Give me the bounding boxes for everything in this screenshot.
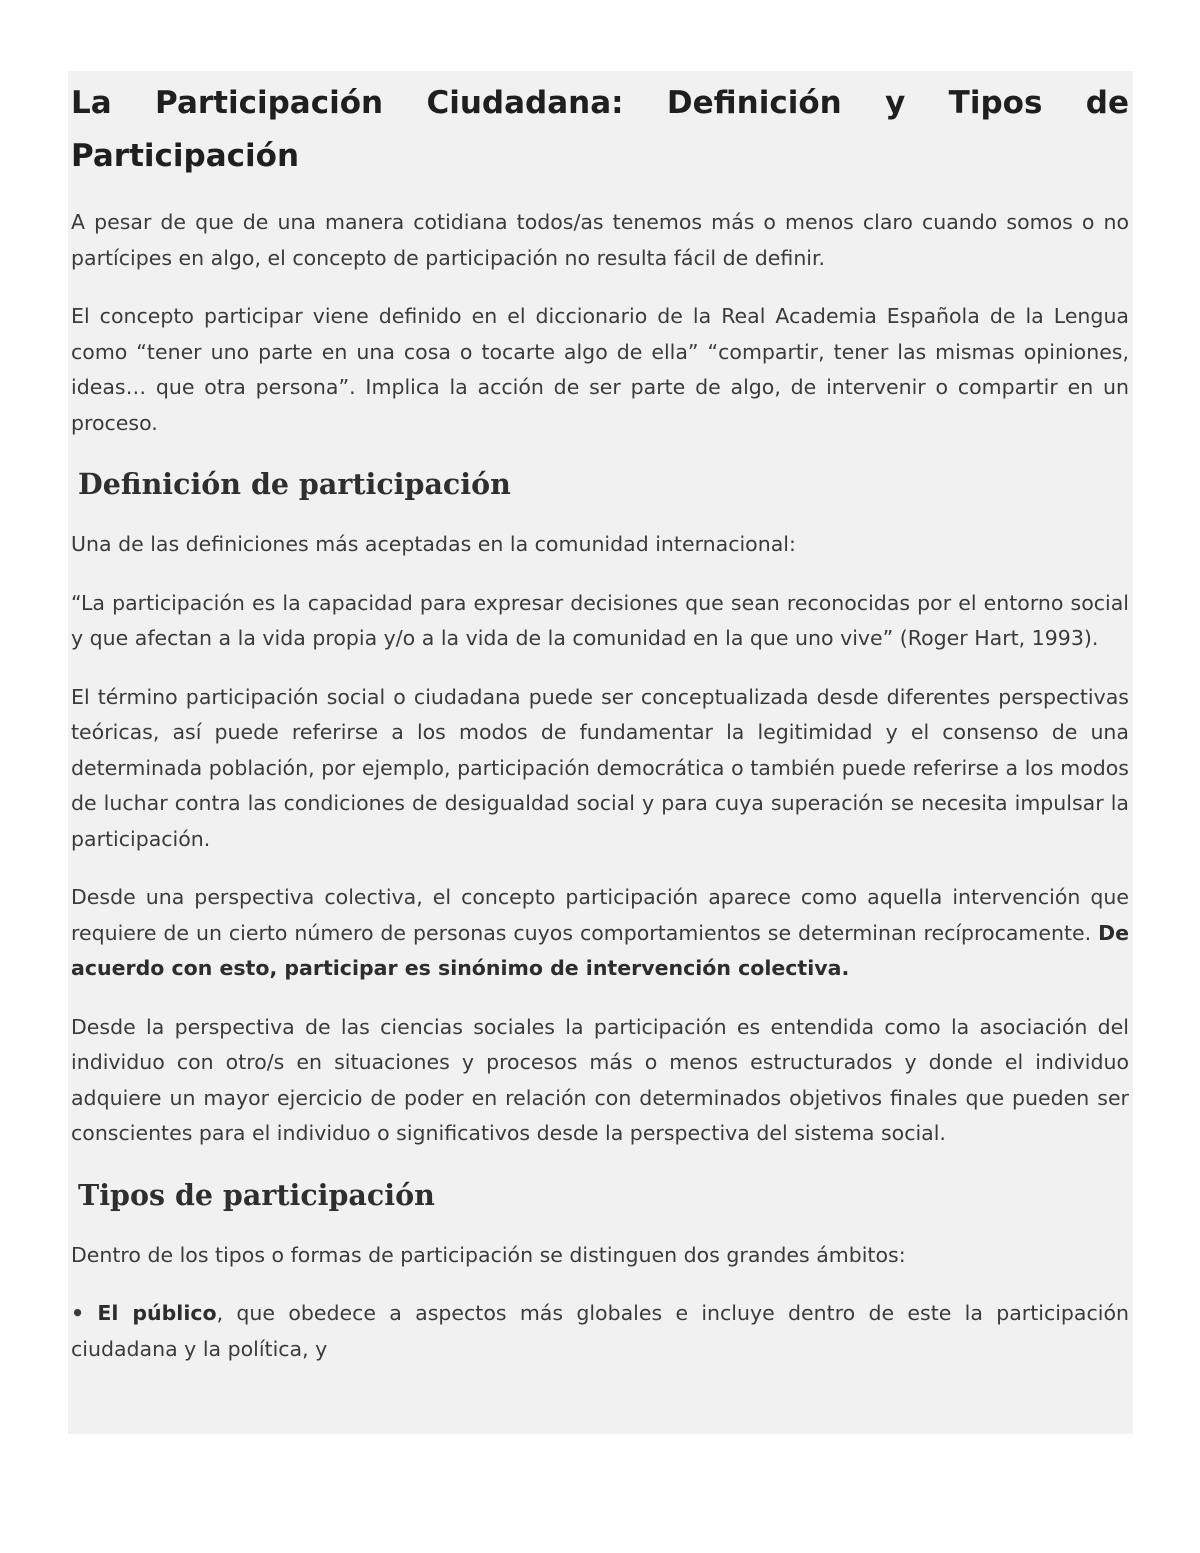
tipos-bullet-text: , que obedece a aspectos más globales e incluye dentro de este la participación ciudadana y la política, y	[71, 1301, 1129, 1361]
section-heading-definicion: Definición de participación	[78, 467, 511, 501]
definicion-paragraph-4-bold: De acuerdo con esto, participar es sinónimo de intervención colectiva.	[71, 920, 1129, 980]
intro-paragraph-1: A pesar de que de una manera cotidiana todos/as tenemos más o menos claro cuando somos o no partícipes en algo, el concepto de participación no resulta fácil de definir.	[71, 210, 1129, 270]
section-heading-tipos: Tipos de participación	[78, 1177, 435, 1212]
tipos-paragraph-1: Dentro de los tipos o formas de participación se distinguen dos grandes ámbitos:	[71, 1242, 906, 1267]
definicion-paragraph-4	[71, 880, 1129, 987]
page-title: La Participación Ciudadana: Definición y Tipos de Participación	[71, 85, 1129, 174]
definicion-quote-paragraph: “La participación es la capacidad para expresar decisiones que sean reconocidas por el entorno social y que afectan a la vida propia y/o a la vida de la comunidad en la que uno vive” (Roger Hart, 1993).	[71, 590, 1129, 650]
tipos-bullet-item	[71, 1296, 1129, 1367]
article-panel	[68, 71, 1133, 1434]
tipos-bullet-bold: El público	[97, 1301, 217, 1325]
definicion-paragraph-1: Una de las definiciones más aceptadas en la comunidad internacional:	[71, 532, 796, 556]
definicion-paragraph-5: Desde la perspectiva de las ciencias sociales la participación es entendida como la asociación del individuo con otro/s en situaciones y procesos más o menos estructurados y donde el individuo adquiere un mayor ejercicio de poder en relación con determinados objetivos finales que pueden ser conscientes para el individuo o significativos desde la perspectiva del sistema social.	[71, 1014, 1129, 1145]
bullet-icon: •	[71, 1301, 85, 1325]
definicion-paragraph-4-text: Desde una perspectiva colectiva, el concepto participación aparece como aquella intervención que requiere de un cierto número de personas cuyos comportamientos se determinan recíprocamente.	[71, 885, 1129, 945]
definicion-paragraph-3: El término participación social o ciudadana puede ser conceptualizada desde diferentes perspectivas teóricas, así puede referirse a los modos de fundamentar la legitimidad y el consenso de una determinada población, por ejemplo, participación democrática o también puede referirse a los modos de luchar contra las condiciones de desigualdad social y para cuya superación se necesita impulsar la participación.	[71, 684, 1129, 851]
intro-paragraph-2: El concepto participar viene definido en el diccionario de la Real Academia Española de la Lengua como “tener uno parte en una cosa o tocarte algo de ella” “compartir, tener las mismas opiniones, ideas… que otra persona”. Implica la acción de ser parte de algo, de intervenir o compartir en un proceso.	[71, 304, 1129, 435]
